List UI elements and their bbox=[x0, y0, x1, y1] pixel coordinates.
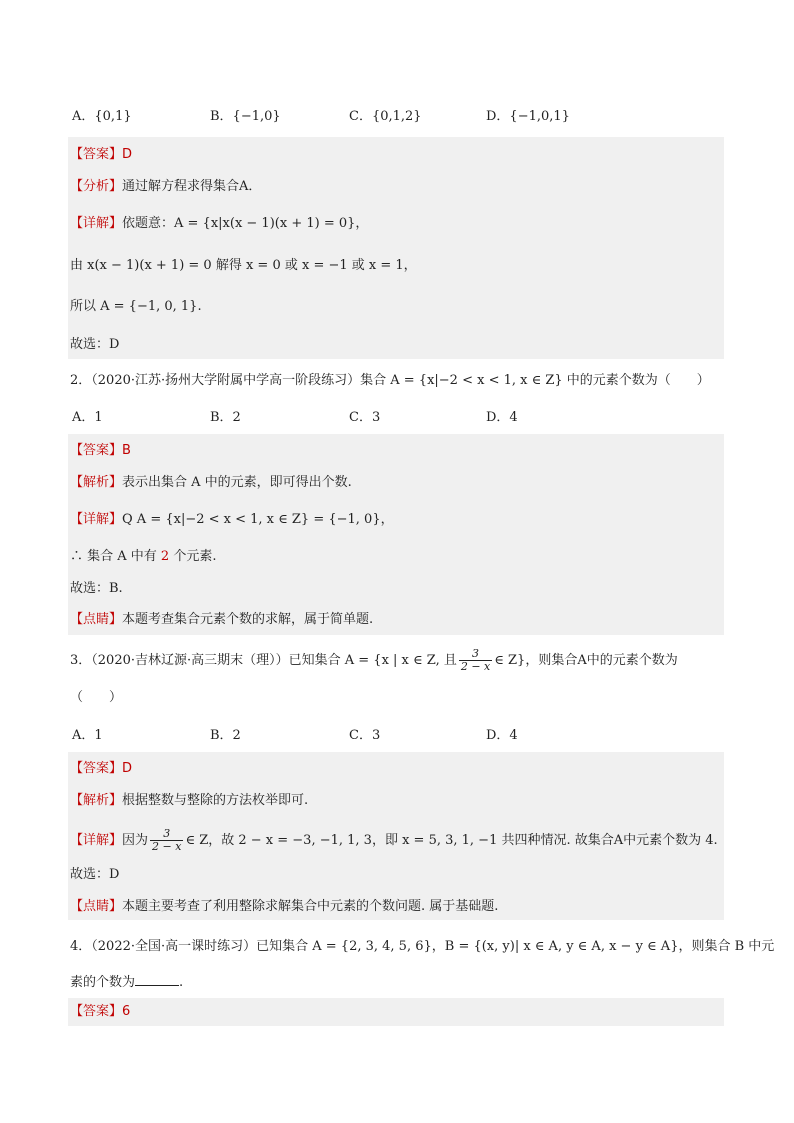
q1-option-c: C．{0,1,2} bbox=[349, 109, 422, 124]
q2-option-d: D．4 bbox=[486, 410, 518, 425]
q3-analysis: 【解析】根据整数与整除的方法枚举即可. bbox=[70, 793, 309, 808]
q3-answer: 【答案】D bbox=[70, 761, 133, 776]
q3-option-d: D．4 bbox=[486, 728, 518, 743]
q1-analysis: 【分析】通过解方程求得集合A． bbox=[70, 179, 262, 194]
q1-option-d: D．{−1,0,1} bbox=[486, 109, 570, 124]
q2-comment: 【点睛】本题考查集合元素个数的求解，属于简单题. bbox=[70, 612, 374, 627]
q1-option-a: A．{0,1} bbox=[72, 109, 132, 124]
q1-choice: 故选：D bbox=[70, 337, 120, 352]
q2-option-a: A．1 bbox=[72, 410, 103, 425]
q3-comment: 【点睛】本题主要考查了利用整除求解集合中元素的个数问题. 属于基础题. bbox=[70, 899, 499, 914]
q1-answer: 【答案】D bbox=[70, 147, 133, 162]
q1-detail-3: 所以 A = {−1, 0, 1}. bbox=[70, 299, 202, 314]
q2-answer-block bbox=[68, 434, 724, 635]
q4-answer: 【答案】6 bbox=[70, 1004, 131, 1019]
q3-detail: 【详解】因为 $\frac{3}{2 - x}$ ∈ Z，故 2 − x = −3, −1, 1, 3，即 x = 5, 3, 1, −1 共四种情况. 故集合A中元素个数为 4. bbox=[70, 827, 718, 853]
q4-stem-line-1: 4．（2022·全国·高一课时练习）已知集合 A = {2, 3, 4, 5, 6}，B = {(x, y)| x ∈ A, y ∈ A, x − y ∈ A}，则集合 B 中元 bbox=[70, 939, 775, 954]
q2-answer: 【答案】B bbox=[70, 443, 131, 458]
q3-option-a: A．1 bbox=[72, 728, 103, 743]
q3-option-c: C．3 bbox=[349, 728, 381, 743]
q4-blank bbox=[135, 973, 179, 986]
q1-option-b: B．{−1,0} bbox=[210, 109, 281, 124]
q2-option-b: B．2 bbox=[210, 410, 241, 425]
q3-stem-paren: （ ） bbox=[70, 690, 123, 705]
q1-answer-block bbox=[68, 137, 724, 359]
q2-option-c: C．3 bbox=[349, 410, 381, 425]
q1-detail-1: 【详解】依题意：A = {x|x(x − 1)(x + 1) = 0}， bbox=[70, 216, 369, 231]
q3-stem: 3．（2020·吉林辽源·高三期末（理））已知集合 A = {x | x ∈ Z, 且 $\frac{3}{2 - x}$ ∈ Z}，则集合A中的元素个数为 bbox=[70, 647, 678, 673]
q2-stem: 2．（2020·江苏·扬州大学附属中学高一阶段练习）集合 A = {x|−2 < x < 1, x ∈ Z} 中的元素个数为（ ） bbox=[70, 373, 710, 388]
q2-analysis: 【解析】表示出集合 A 中的元素，即可得出个数. bbox=[70, 475, 352, 490]
q2-choice: 故选：B. bbox=[70, 581, 123, 596]
q3-detail-fraction: $\frac{3}{2 - x}$ bbox=[152, 827, 182, 853]
q4-answer-block bbox=[68, 998, 724, 1026]
q2-detail-1: 【详解】Q A = {x|−2 < x < 1, x ∈ Z} = {−1, 0}， bbox=[70, 512, 394, 527]
q4-stem-line-2: 素的个数为 . bbox=[70, 975, 184, 990]
q3-stem-fraction: $\frac{3}{2 - x}$ bbox=[460, 647, 491, 673]
q2-detail-2: ∴ 集合 A 中有 2 个元素. bbox=[70, 549, 217, 564]
q3-choice: 故选：D bbox=[70, 867, 120, 882]
q1-detail-2: 由 x(x − 1)(x + 1) = 0 解得 x = 0 或 x = −1 或 x = 1， bbox=[70, 258, 417, 273]
q3-option-b: B．2 bbox=[210, 728, 241, 743]
